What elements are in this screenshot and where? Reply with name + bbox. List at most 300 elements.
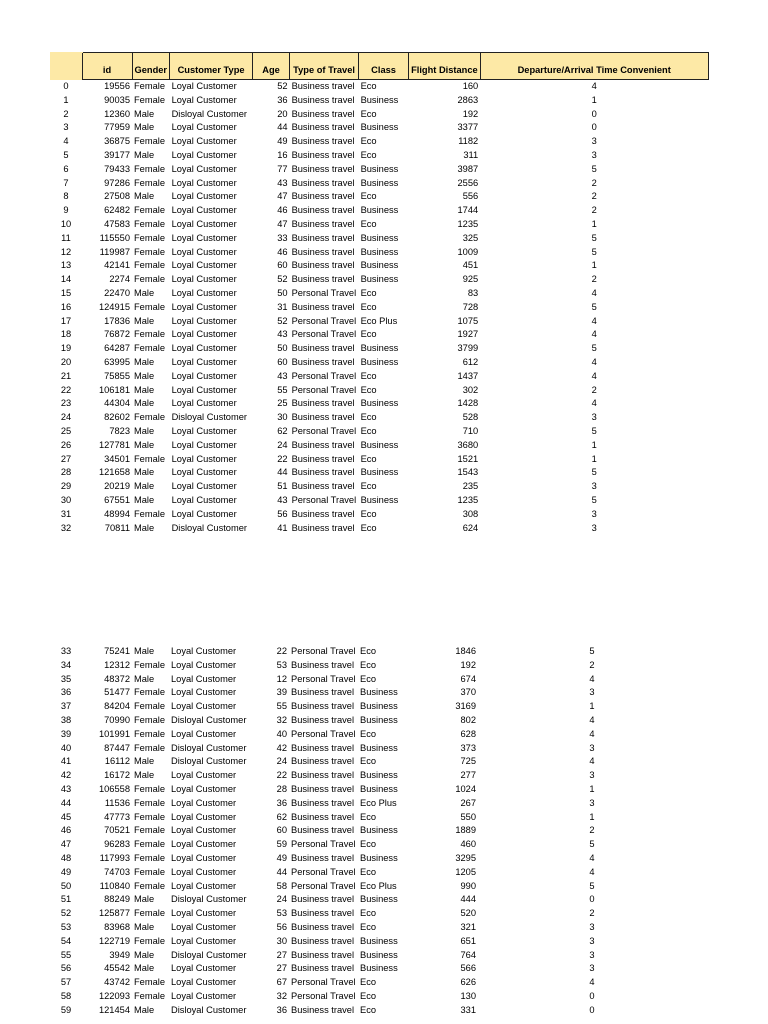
type-of-travel-cell: Business travel [291, 232, 355, 243]
row-index: 59 [60, 1004, 72, 1015]
type-of-travel-cell: Business travel [291, 94, 355, 105]
id-cell: 11536 [104, 797, 130, 808]
type-of-travel-cell: Personal Travel [291, 384, 357, 395]
gender-cell: Female [134, 343, 166, 354]
gender-cell: Female [134, 81, 166, 91]
type-of-travel-cell: Business travel [291, 742, 355, 753]
row-index: 37 [60, 701, 72, 712]
flight-distance-cell: 3680 [457, 439, 479, 450]
age-cell: 36 [276, 1004, 287, 1015]
departure-arrival-time-cell: 0 [589, 894, 595, 905]
table-row [50, 700, 706, 714]
flight-distance-cell: 83 [467, 287, 479, 298]
row-index: 20 [60, 356, 72, 367]
class-cell: Eco [360, 866, 377, 877]
type-of-travel-cell: Business travel [291, 1004, 355, 1015]
type-of-travel-cell: Business travel [291, 246, 355, 257]
class-cell: Business [360, 122, 399, 133]
age-cell: 60 [277, 260, 288, 271]
customer-type-cell: Loyal Customer [171, 770, 237, 781]
id-cell: 106181 [98, 384, 130, 395]
age-cell: 30 [277, 412, 288, 423]
departure-arrival-time-cell: 3 [591, 136, 597, 147]
row-index: 8 [63, 191, 69, 202]
class-cell: Business [360, 894, 398, 905]
age-cell: 51 [277, 481, 288, 492]
row-index: 24 [60, 412, 72, 423]
class-cell: Eco [360, 839, 377, 850]
age-cell: 55 [276, 701, 287, 712]
departure-arrival-time-cell: 1 [591, 94, 597, 105]
type-of-travel-cell: Personal Travel [291, 315, 357, 326]
class-cell: Business [360, 356, 399, 367]
age-cell: 25 [277, 398, 288, 409]
gender-cell: Female [134, 508, 166, 519]
type-of-travel-cell: Personal Travel [291, 646, 356, 656]
flight-distance-cell: 764 [460, 949, 476, 960]
customer-type-cell: Loyal Customer [171, 343, 237, 354]
id-cell: 115550 [99, 232, 130, 243]
id-cell: 125877 [98, 908, 130, 919]
age-cell: 77 [277, 163, 288, 174]
id-cell: 74703 [104, 866, 130, 877]
type-of-travel-cell: Business travel [291, 508, 355, 519]
departure-arrival-time-cell: 5 [591, 467, 597, 478]
age-cell: 60 [277, 356, 288, 367]
id-cell: 90035 [104, 94, 130, 105]
flight-distance-cell: 192 [462, 108, 479, 119]
id-cell: 75241 [104, 646, 130, 656]
class-cell: Eco [360, 921, 377, 932]
row-index: 21 [60, 370, 72, 381]
flight-distance-cell: 321 [460, 921, 476, 932]
gender-cell: Male [134, 370, 155, 381]
type-of-travel-cell: Personal Travel [291, 425, 357, 436]
customer-type-cell: Loyal Customer [171, 439, 237, 450]
type-of-travel-cell: Business travel [291, 908, 355, 919]
class-cell: Eco [360, 81, 377, 91]
row-index: 13 [60, 260, 72, 271]
flight-distance-cell: 3799 [457, 343, 479, 354]
gender-cell: Female [134, 246, 166, 257]
gender-cell: Male [134, 949, 155, 960]
table-row [50, 714, 706, 728]
row-index: 52 [60, 908, 72, 919]
gender-cell: Female [134, 866, 166, 877]
flight-distance-cell: 925 [462, 274, 479, 285]
age-cell: 50 [277, 343, 288, 354]
type-of-travel-cell: Business travel [291, 522, 355, 533]
table-row [50, 522, 708, 536]
row-index: 50 [60, 880, 72, 891]
class-cell: Business [360, 687, 398, 698]
departure-arrival-time-cell: 4 [591, 287, 597, 298]
age-cell: 43 [277, 329, 288, 340]
customer-type-cell: Loyal Customer [171, 191, 237, 202]
class-cell: Eco [360, 646, 377, 656]
class-cell: Business [360, 274, 399, 285]
flight-distance-cell: 2863 [457, 94, 479, 105]
class-cell: Eco [360, 659, 377, 670]
class-cell: Eco [360, 728, 377, 739]
id-cell: 121658 [98, 467, 130, 478]
customer-type-cell: Disloyal Customer [171, 412, 247, 423]
table-row [50, 866, 706, 880]
gender-cell: Male [134, 770, 155, 781]
customer-type-cell: Loyal Customer [171, 687, 237, 698]
class-cell: Eco [360, 481, 377, 492]
id-cell: 3949 [109, 949, 130, 960]
table-row [50, 935, 706, 949]
departure-arrival-time-cell: 4 [591, 315, 597, 326]
customer-type-cell: Loyal Customer [171, 646, 237, 656]
class-cell: Eco [360, 370, 377, 381]
table-row [50, 342, 708, 356]
age-cell: 56 [277, 508, 288, 519]
id-cell: 42141 [104, 260, 130, 271]
gender-cell: Female [134, 412, 166, 423]
departure-arrival-time-cell: 5 [591, 163, 597, 174]
customer-type-cell: Loyal Customer [171, 783, 237, 794]
customer-type-cell: Disloyal Customer [171, 894, 247, 905]
row-index: 16 [60, 301, 72, 312]
table-row [50, 811, 706, 825]
customer-type-cell: Loyal Customer [171, 921, 237, 932]
table-row [50, 645, 706, 659]
age-cell: 30 [276, 935, 287, 946]
departure-arrival-time-cell: 2 [591, 384, 597, 395]
gender-cell: Male [134, 384, 155, 395]
departure-arrival-time-cell: 0 [591, 122, 597, 133]
customer-type-cell: Disloyal Customer [171, 742, 247, 753]
flight-distance-cell: 566 [460, 963, 476, 974]
type-of-travel-cell: Business travel [291, 122, 355, 133]
gender-cell: Male [134, 149, 155, 160]
age-cell: 46 [277, 205, 288, 216]
class-cell: Eco [360, 508, 377, 519]
id-cell: 27508 [104, 191, 130, 202]
customer-type-cell: Loyal Customer [171, 246, 237, 257]
class-cell: Business [360, 439, 399, 450]
table-row [50, 976, 706, 990]
departure-arrival-time-cell: 3 [591, 508, 597, 519]
table-row [50, 149, 708, 163]
flight-distance-cell: 160 [462, 81, 479, 91]
row-index: 35 [60, 673, 72, 684]
gender-cell: Male [134, 646, 155, 656]
age-cell: 47 [277, 218, 288, 229]
gender-cell: Female [134, 977, 166, 988]
table-row [50, 259, 708, 273]
class-cell: Eco [360, 673, 377, 684]
table-row [50, 411, 708, 425]
row-index: 15 [60, 287, 72, 298]
age-cell: 44 [277, 122, 288, 133]
age-cell: 53 [276, 659, 287, 670]
customer-type-cell: Loyal Customer [171, 94, 237, 105]
departure-arrival-time-cell: 4 [589, 714, 595, 725]
row-index: 51 [60, 894, 72, 905]
age-cell: 47 [277, 191, 288, 202]
gender-cell: Female [134, 177, 166, 188]
flight-distance-cell: 451 [462, 260, 479, 271]
age-cell: 40 [276, 728, 287, 739]
id-cell: 76872 [104, 329, 130, 340]
class-cell: Business [360, 260, 399, 271]
customer-type-cell: Loyal Customer [171, 977, 237, 988]
table-row [50, 921, 706, 935]
departure-arrival-time-cell: 5 [591, 246, 597, 257]
departure-arrival-time-cell: 2 [591, 191, 597, 202]
id-cell: 127781 [98, 439, 130, 450]
id-cell: 70811 [104, 522, 130, 533]
id-cell: 70521 [104, 825, 130, 836]
row-index: 40 [60, 742, 72, 753]
id-cell: 48372 [104, 673, 130, 684]
table-row [50, 370, 708, 384]
class-cell: Business [360, 935, 398, 946]
row-index: 34 [60, 659, 72, 670]
gender-cell: Female [134, 205, 166, 216]
gender-cell: Female [134, 990, 166, 1001]
row-index: 53 [60, 921, 72, 932]
age-cell: 43 [277, 177, 288, 188]
age-cell: 12 [276, 673, 287, 684]
gender-cell: Male [134, 963, 155, 974]
row-index: 19 [60, 343, 72, 354]
departure-arrival-time-cell: 3 [589, 963, 595, 974]
customer-type-cell: Loyal Customer [171, 481, 237, 492]
flight-distance-cell: 1182 [458, 136, 479, 147]
customer-type-cell: Loyal Customer [171, 122, 237, 133]
class-cell: Eco [360, 522, 377, 533]
flight-distance-cell: 528 [462, 412, 479, 423]
customer-type-cell: Loyal Customer [171, 260, 237, 271]
customer-type-cell: Loyal Customer [171, 425, 237, 436]
departure-arrival-time-cell: 4 [591, 370, 597, 381]
customer-type-cell: Loyal Customer [171, 163, 237, 174]
row-index: 45 [60, 811, 72, 822]
flight-distance-cell: 674 [460, 673, 476, 684]
flight-distance-cell: 1009 [457, 246, 479, 257]
id-cell: 47583 [104, 218, 130, 229]
departure-arrival-time-cell: 1 [589, 783, 595, 794]
departure-arrival-time-cell: 3 [589, 770, 595, 781]
age-cell: 33 [277, 232, 288, 243]
class-cell: Business [360, 701, 398, 712]
class-cell: Business [360, 232, 399, 243]
gender-cell: Female [134, 453, 166, 464]
gender-cell: Female [134, 301, 166, 312]
gender-cell: Female [134, 742, 166, 753]
class-cell: Eco [360, 108, 377, 119]
table-row [50, 494, 708, 508]
customer-type-cell: Disloyal Customer [171, 756, 247, 767]
flight-distance-cell: 3377 [457, 122, 479, 133]
header-class: Class [359, 53, 409, 80]
departure-arrival-time-cell: 3 [589, 797, 595, 808]
age-cell: 20 [277, 108, 288, 119]
class-cell: Business [360, 494, 399, 505]
table-row [50, 177, 708, 191]
type-of-travel-cell: Business travel [291, 852, 355, 863]
id-cell: 47773 [104, 811, 130, 822]
departure-arrival-time-cell: 3 [591, 481, 597, 492]
type-of-travel-cell: Business travel [291, 453, 355, 464]
departure-arrival-time-cell: 5 [591, 232, 597, 243]
class-cell: Eco [360, 191, 377, 202]
row-index: 4 [63, 136, 69, 147]
id-cell: 16172 [104, 770, 130, 781]
row-index: 46 [60, 825, 72, 836]
customer-type-cell: Loyal Customer [171, 508, 237, 519]
gender-cell: Female [134, 260, 166, 271]
type-of-travel-cell: Business travel [291, 356, 355, 367]
type-of-travel-cell: Business travel [291, 935, 355, 946]
row-index: 44 [60, 797, 72, 808]
id-cell: 43742 [104, 977, 130, 988]
departure-arrival-time-cell: 1 [589, 811, 595, 822]
flight-distance-cell: 1024 [455, 783, 476, 794]
row-index: 48 [60, 852, 72, 863]
gender-cell: Male [134, 425, 155, 436]
class-cell: Business [360, 398, 399, 409]
row-index: 54 [60, 935, 72, 946]
age-cell: 22 [276, 646, 287, 656]
flight-distance-cell: 1205 [455, 866, 476, 877]
id-cell: 110840 [99, 880, 130, 891]
flight-distance-cell: 802 [460, 714, 476, 725]
flight-distance-cell: 308 [462, 508, 479, 519]
flight-distance-cell: 1075 [457, 315, 479, 326]
departure-arrival-time-cell: 2 [591, 205, 597, 216]
id-cell: 51477 [104, 687, 130, 698]
type-of-travel-cell: Business travel [291, 343, 355, 354]
table-row [50, 893, 706, 907]
age-cell: 31 [277, 301, 288, 312]
table-header-row [50, 53, 708, 80]
flight-distance-cell: 370 [460, 687, 476, 698]
departure-arrival-time-cell: 3 [589, 921, 595, 932]
table-row [50, 80, 708, 94]
row-index: 5 [63, 149, 69, 160]
id-cell: 77959 [104, 122, 130, 133]
age-cell: 59 [276, 839, 287, 850]
id-cell: 44304 [104, 398, 130, 409]
row-index: 17 [60, 315, 72, 326]
gender-cell: Female [134, 136, 166, 147]
departure-arrival-time-cell: 4 [589, 728, 595, 739]
type-of-travel-cell: Business travel [291, 783, 355, 794]
customer-type-cell: Disloyal Customer [171, 1004, 247, 1015]
table-row [50, 190, 708, 204]
class-cell: Business [360, 94, 399, 105]
flight-distance-cell: 728 [462, 301, 479, 312]
flight-distance-cell: 520 [460, 908, 476, 919]
type-of-travel-cell: Business travel [291, 949, 355, 960]
class-cell: Business [360, 467, 399, 478]
table-row [50, 163, 708, 177]
flight-distance-cell: 3987 [457, 163, 479, 174]
gender-cell: Female [134, 714, 166, 725]
gender-cell: Male [134, 108, 155, 119]
customer-type-cell: Loyal Customer [171, 329, 237, 340]
row-index: 14 [60, 274, 72, 285]
table-row [50, 838, 706, 852]
id-cell: 70990 [104, 714, 130, 725]
customer-type-cell: Loyal Customer [171, 728, 237, 739]
header-gender: Gender [132, 53, 170, 80]
class-cell: Eco [360, 149, 377, 160]
departure-arrival-time-cell: 2 [589, 825, 595, 836]
row-index: 56 [60, 963, 72, 974]
departure-arrival-time-cell: 0 [589, 1004, 595, 1015]
table-row [50, 990, 706, 1004]
flight-distance-cell: 311 [463, 149, 479, 160]
customer-type-cell: Loyal Customer [171, 880, 237, 891]
customer-type-cell: Loyal Customer [171, 356, 237, 367]
flight-distance-cell: 1889 [455, 825, 476, 836]
age-cell: 53 [276, 908, 287, 919]
id-cell: 121454 [98, 1004, 130, 1015]
customer-type-cell: Disloyal Customer [171, 108, 247, 119]
type-of-travel-cell: Business travel [291, 770, 355, 781]
table-row [50, 453, 708, 467]
gender-cell: Male [134, 494, 155, 505]
customer-type-cell: Disloyal Customer [171, 714, 247, 725]
header-flight-distance: Flight Distance [409, 53, 481, 80]
customer-type-cell: Loyal Customer [171, 149, 237, 160]
id-cell: 84204 [104, 701, 130, 712]
age-cell: 32 [276, 990, 287, 1001]
age-cell: 39 [276, 687, 287, 698]
departure-arrival-time-cell: 4 [591, 356, 597, 367]
flight-distance-cell: 302 [462, 384, 479, 395]
age-cell: 46 [277, 246, 288, 257]
id-cell: 67551 [104, 494, 130, 505]
flight-distance-cell: 1846 [455, 646, 476, 656]
gender-cell: Male [134, 921, 155, 932]
age-cell: 27 [276, 949, 287, 960]
type-of-travel-cell: Business travel [291, 260, 355, 271]
type-of-travel-cell: Business travel [291, 108, 355, 119]
gender-cell: Male [134, 467, 155, 478]
class-cell: Eco Plus [360, 880, 397, 891]
customer-type-cell: Loyal Customer [171, 935, 237, 946]
customer-type-cell: Loyal Customer [171, 232, 237, 243]
class-cell: Business [360, 177, 399, 188]
table-row [50, 397, 708, 411]
class-cell: Business [360, 714, 398, 725]
id-cell: 96283 [104, 839, 130, 850]
flight-distance-cell: 1428 [457, 398, 479, 409]
age-cell: 42 [276, 742, 287, 753]
type-of-travel-cell: Personal Travel [291, 728, 356, 739]
type-of-travel-cell: Business travel [291, 81, 355, 91]
type-of-travel-cell: Business travel [291, 177, 355, 188]
departure-arrival-time-cell: 3 [589, 742, 595, 753]
table-row [50, 425, 708, 439]
row-index: 41 [60, 756, 72, 767]
class-cell: Eco [360, 977, 377, 988]
type-of-travel-cell: Business travel [291, 963, 355, 974]
class-cell: Business [360, 343, 399, 354]
row-index: 55 [60, 949, 72, 960]
id-cell: 62482 [104, 205, 130, 216]
type-of-travel-cell: Business travel [291, 756, 355, 767]
row-index: 30 [60, 494, 72, 505]
class-cell: Business [360, 742, 398, 753]
